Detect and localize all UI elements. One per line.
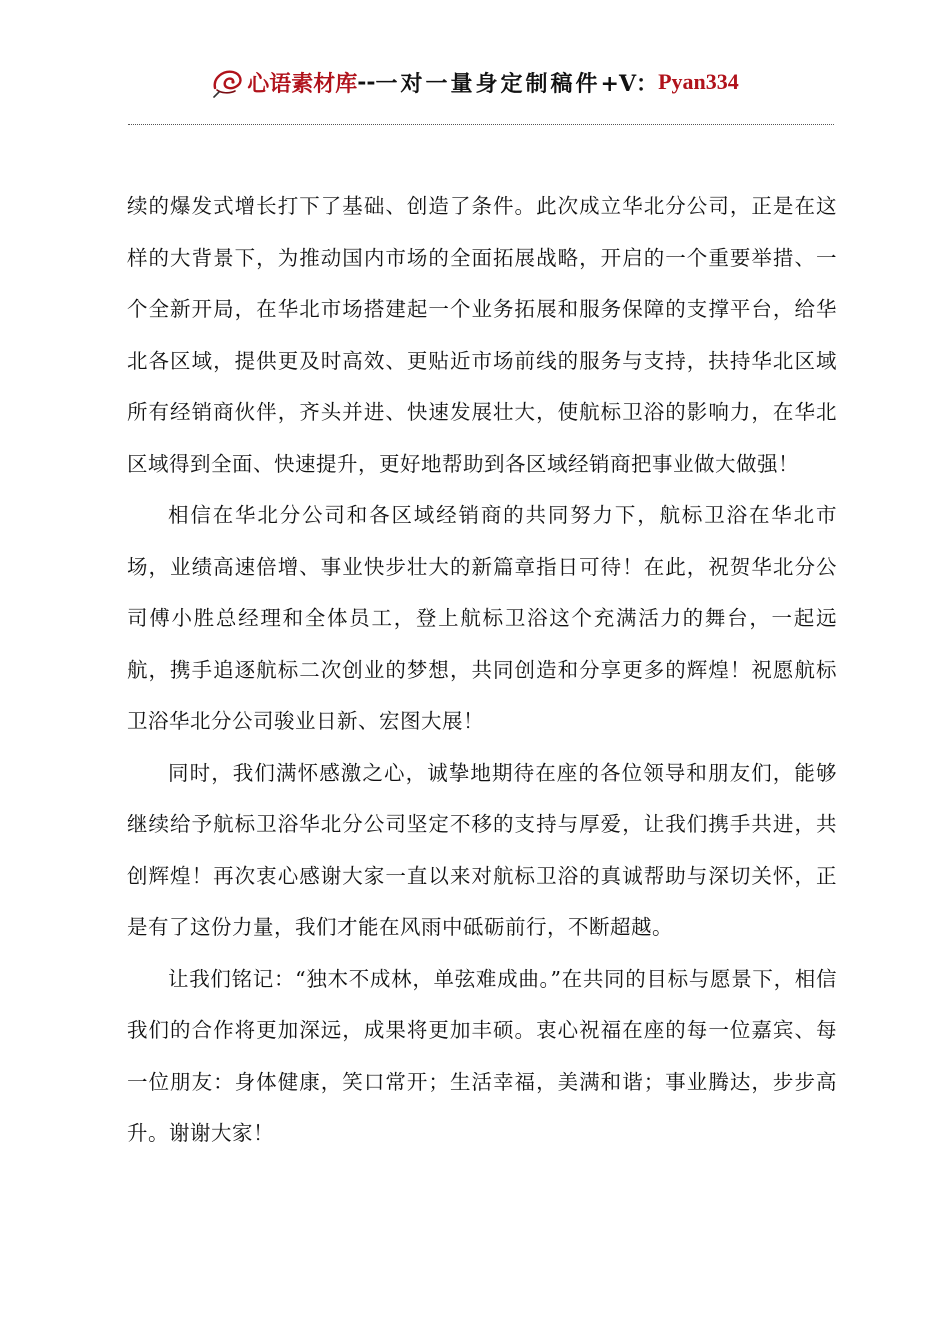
paragraph-blessing: 让我们铭记：“独木不成林，单弦难成曲。”在共同的目标与愿景下，相信我们的合作将更加深远，成果将更加丰硕。衷心祝福在座的每一位嘉宾、每一位朋友：身体健康，笑口常开；生活幸福，美满和谐；事业腾达，步步高升。谢谢大家！: [127, 966, 837, 1145]
contact-label: +V：: [600, 70, 659, 97]
quill-swirl-icon: [211, 66, 245, 98]
document-body: [127, 181, 837, 1160]
paragraph-continuation: 续的爆发式增长打下了基础、创造了条件。此次成立华北分公司，正是在这样的大背景下，为推动国内市场的全面拓展战略，开启的一个重要举措、一个全新开局，在华北市场搭建起一个业务拓展和服务保障的支撑平台，给华北各区域，提供更及时高效、更贴近市场前线的服务与支持，扶持华北区域所有经销商伙伴，齐头并进、快速发展壮大，使航标卫浴的影响力，在华北区域得到全面、快速提升，更好地帮助到各区域经销商把事业做大做强！: [127, 194, 837, 476]
paragraph-gratitude: 同时，我们满怀感激之心，诚挚地期待在座的各位领导和朋友们，能够继续给予航标卫浴华北分公司坚定不移的支持与厚爱，让我们携手共进，共创辉煌！再次衷心感谢大家一直以来对航标卫浴的真诚帮助与深切关怀，正是有了这份力量，我们才能在风雨中砥砺前行，不断超越。: [127, 760, 837, 939]
paragraph-congratulations: 相信在华北分公司和各区域经销商的共同努力下，航标卫浴在华北市场，业绩高速倍增、事业快步壮大的新篇章指日可待！在此，祝贺华北分公司傅小胜总经理和全体员工，登上航标卫浴这个充满活力的舞台，一起远航，携手追逐航标二次创业的梦想，共同创造和分享更多的辉煌！祝愿航标卫浴华北分公司骏业日新、宏图大展！: [127, 503, 837, 733]
brand-name: 心语素材库: [247, 70, 358, 97]
contact-id: Pyan334: [658, 69, 739, 94]
header-separator: --: [357, 69, 376, 95]
page-header: [0, 62, 950, 102]
header-banner: [211, 66, 739, 98]
header-tagline: 一对一量身定制稿件: [375, 70, 601, 97]
header-divider: [128, 124, 834, 125]
